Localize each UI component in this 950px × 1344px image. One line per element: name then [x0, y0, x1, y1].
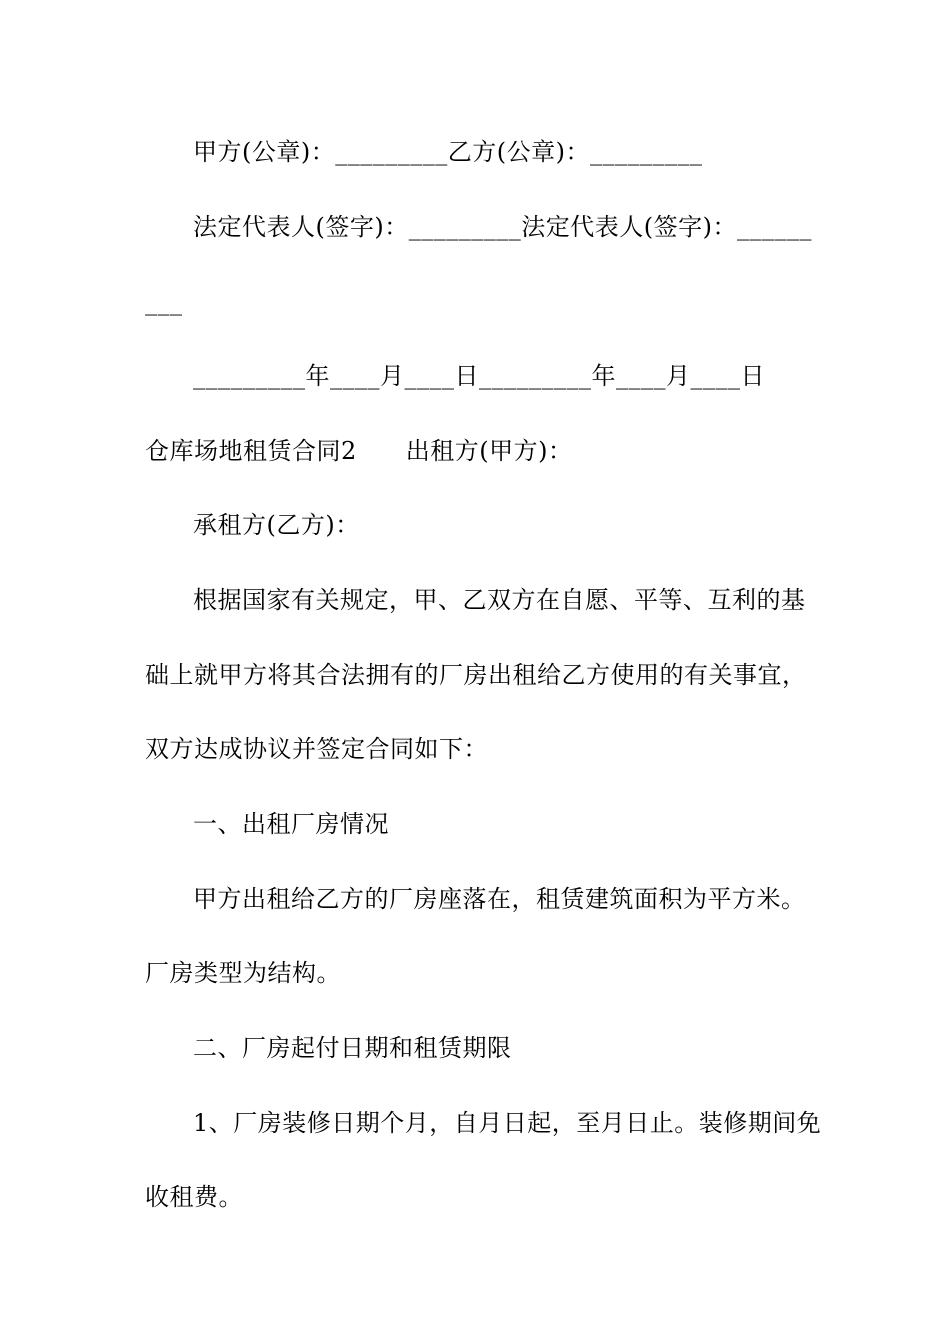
paragraph-line: 厂房类型为结构。 — [145, 959, 341, 987]
date-line: _________年____月____日_________年____月____日 — [193, 362, 765, 390]
contract-title-line: 仓库场地租赁合同2 出租方(甲方)： — [145, 437, 573, 465]
section-heading: 二、厂房起付日期和租赁期限 — [193, 1034, 512, 1062]
signature-line-continuation: ___ — [145, 288, 183, 316]
signature-line-representative: 法定代表人(签字)：_________法定代表人(签字)：______ — [193, 213, 812, 241]
paragraph-line: 根据国家有关规定，甲、乙双方在自愿、平等、互利的基 — [193, 586, 806, 614]
paragraph-line: 双方达成协议并签定合同如下： — [145, 735, 488, 763]
lessee-line: 承租方(乙方)： — [193, 511, 360, 539]
paragraph-line: 甲方出租给乙方的厂房座落在，租赁建筑面积为平方米。 — [193, 885, 806, 913]
paragraph-line: 础上就甲方将其合法拥有的厂房出租给乙方使用的有关事宜， — [145, 661, 807, 689]
signature-line-seal: 甲方(公章)：_________乙方(公章)：_________ — [193, 138, 703, 166]
section-heading: 一、出租厂房情况 — [193, 810, 389, 838]
paragraph-line: 1、厂房装修日期个月，自月日起，至月日止。装修期间免 — [193, 1109, 822, 1137]
paragraph-line: 收租费。 — [145, 1183, 243, 1211]
